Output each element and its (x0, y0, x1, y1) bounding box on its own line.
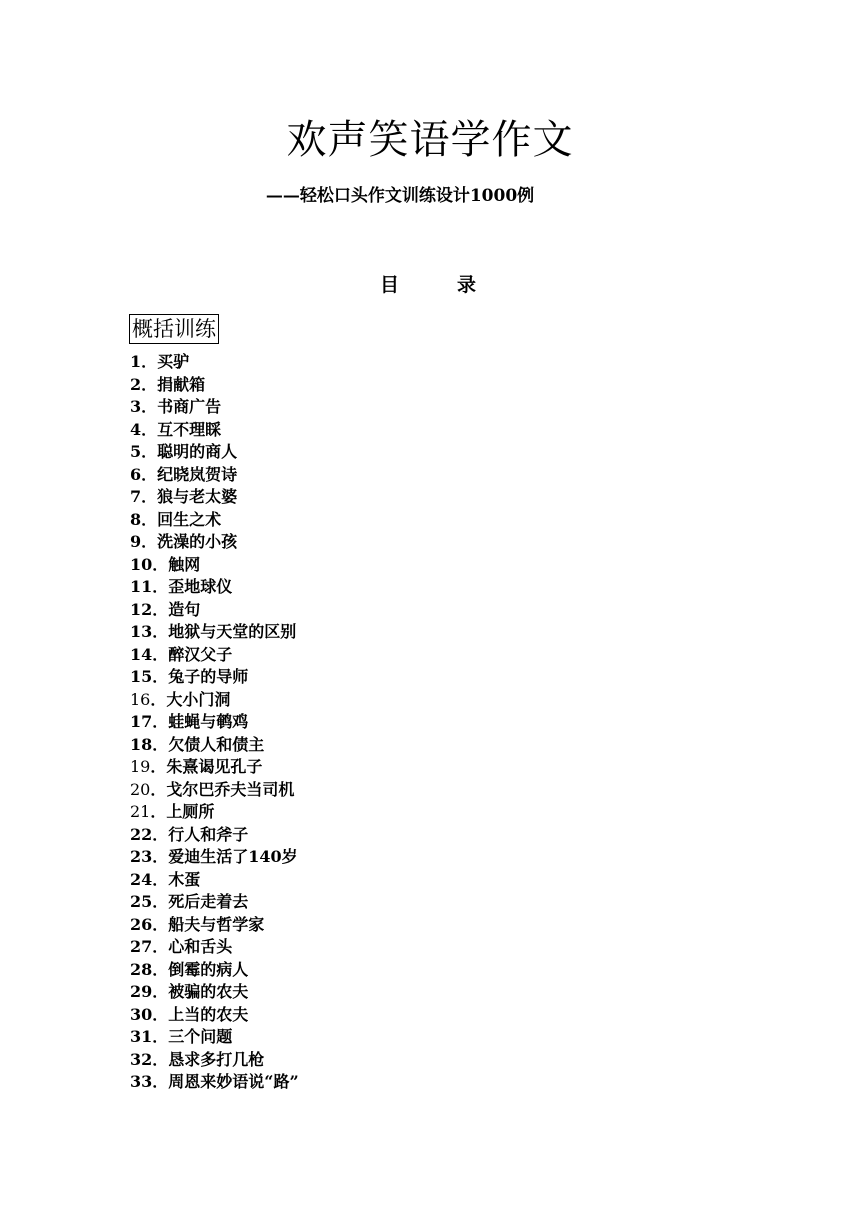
document-title: 欢声笑语学作文 (286, 117, 574, 163)
toc-item-separator: ． (152, 937, 169, 956)
toc-item-title: 回生之术 (157, 509, 222, 529)
toc-item-separator: ． (152, 734, 169, 754)
toc-item (130, 644, 299, 667)
toc-item (130, 531, 299, 554)
toc-item-separator: ． (152, 914, 169, 934)
toc-item-separator: ． (152, 622, 169, 641)
toc-item (130, 734, 299, 757)
toc-item-number: 9 (130, 532, 142, 551)
toc-item (130, 666, 299, 689)
toc-item-separator: ． (152, 1004, 169, 1024)
toc-item (130, 981, 299, 1004)
toc-item-number: 13 (130, 622, 153, 641)
toc-item-number: 23 (130, 847, 153, 866)
toc-item-title: 触网 (168, 554, 201, 574)
toc-item-number: 29 (130, 982, 153, 1001)
toc-item (130, 801, 299, 824)
toc-item-number: 28 (130, 959, 153, 979)
toc-item-number: 20 (130, 779, 151, 799)
toc-item-separator: ． (141, 487, 158, 506)
toc-item-title: 醉汉父子 (168, 644, 233, 664)
toc-item-number: 1 (130, 352, 142, 371)
toc-item (130, 396, 299, 419)
toc-item-title: 朱熹谒见孔子 (166, 757, 263, 776)
toc-item-number: 11 (130, 577, 153, 596)
toc-item-number: 4 (130, 419, 142, 439)
toc-item-title: 买驴 (157, 352, 190, 371)
toc-item-separator: ． (152, 644, 169, 664)
toc-item-number: 3 (130, 397, 142, 416)
toc-item (130, 869, 299, 892)
toc-item-title: 欠债人和债主 (168, 734, 265, 754)
toc-item (130, 576, 299, 599)
toc-item (130, 1071, 299, 1094)
toc-item-separator: ． (150, 689, 167, 709)
toc-item-number: 21 (130, 802, 151, 821)
toc-item-number: 6 (130, 464, 142, 484)
toc-item-title: 戈尔巴乔夫当司机 (166, 779, 295, 799)
toc-item-separator: ． (152, 577, 169, 596)
toc-item-number: 8 (130, 509, 142, 529)
toc-item-separator: ． (150, 779, 167, 799)
toc-item-separator: ． (141, 509, 158, 529)
toc-item-title: 狼与老太婆 (157, 487, 238, 506)
toc-item-title: 周恩来妙语说“路” (168, 1072, 299, 1091)
toc-item-number: 10 (130, 554, 153, 574)
toc-item-title: 爱迪生活了140岁 (168, 847, 298, 866)
toc-item-number: 32 (130, 1049, 153, 1069)
toc-item (130, 374, 299, 397)
toc-item-separator: ． (152, 1072, 169, 1091)
toc-item (130, 779, 299, 802)
toc-item-title: 造句 (168, 599, 201, 619)
toc-item-number: 19 (130, 757, 151, 776)
toc-item-separator: ． (150, 757, 167, 776)
toc-item-title: 死后走着去 (168, 892, 249, 911)
toc-item-separator: ． (152, 554, 169, 574)
toc-item-separator: ． (152, 599, 169, 619)
toc-item (130, 959, 299, 982)
toc-item-title: 地狱与天堂的区别 (168, 622, 297, 641)
toc-item-number: 16 (130, 689, 151, 709)
toc-item-title: 行人和斧子 (168, 824, 249, 844)
toc-item (130, 756, 299, 779)
toc-item-separator: ． (141, 532, 158, 551)
toc-item-separator: ． (152, 959, 169, 979)
toc-item-number: 17 (130, 712, 153, 731)
toc-item-title: 上当的农夫 (168, 1004, 249, 1024)
document-subtitle: ——轻松口头作文训练设计1000例 (265, 186, 535, 206)
toc-item-title: 蛙蝇与鹌鸡 (168, 712, 249, 731)
toc-item-number: 5 (130, 442, 142, 461)
toc-item (130, 891, 299, 914)
toc-item-separator: ． (141, 397, 158, 416)
toc-item-number: 24 (130, 869, 153, 889)
toc-item (130, 1049, 299, 1072)
toc-item-separator: ． (152, 1049, 169, 1069)
toc-item-separator: ． (152, 982, 169, 1001)
toc-heading-right: 录 (457, 274, 477, 296)
toc-item (130, 554, 299, 577)
toc-item-number: 18 (130, 734, 153, 754)
toc-item-title: 洗澡的小孩 (157, 532, 238, 551)
toc-item-title: 书商广告 (157, 397, 222, 416)
toc-item-separator: ． (141, 464, 158, 484)
toc-item-separator: ． (152, 869, 169, 889)
toc-item-title: 捐献箱 (157, 374, 206, 394)
toc-item (130, 351, 299, 374)
toc-item-title: 木蛋 (168, 869, 201, 889)
toc-item-number: 33 (130, 1072, 153, 1091)
toc-item-number: 7 (130, 487, 142, 506)
toc-item-number: 2 (130, 374, 142, 394)
toc-item-number: 27 (130, 937, 153, 956)
toc-item (130, 936, 299, 959)
toc-item (130, 464, 299, 487)
toc-item-number: 26 (130, 914, 153, 934)
toc-item-title: 纪晓岚贺诗 (157, 464, 238, 484)
toc-item-title: 上厕所 (166, 802, 215, 821)
toc-item-title: 聪明的商人 (157, 442, 238, 461)
toc-item (130, 509, 299, 532)
toc-item-title: 大小门洞 (166, 689, 231, 709)
toc-item (130, 689, 299, 712)
toc-item-separator: ． (141, 419, 158, 439)
toc-item-separator: ． (152, 847, 169, 866)
toc-item-separator: ． (152, 667, 169, 686)
toc-item (130, 914, 299, 937)
toc-item (130, 1004, 299, 1027)
toc-item-title: 互不理睬 (157, 419, 222, 439)
toc-item-separator: ． (141, 352, 158, 371)
toc-item-separator: ． (141, 374, 158, 394)
toc-item (130, 599, 299, 622)
toc-item (130, 846, 299, 869)
toc-item-title: 恳求多打几枪 (168, 1049, 265, 1069)
toc-item-title: 兔子的导师 (168, 667, 249, 686)
table-of-contents-heading (380, 272, 476, 298)
toc-item-title: 倒霉的病人 (168, 959, 249, 979)
toc-item-title: 被骗的农夫 (168, 982, 249, 1001)
toc-item-number: 31 (130, 1027, 153, 1046)
toc-item-separator: ． (150, 802, 167, 821)
toc-item-number: 30 (130, 1004, 153, 1024)
toc-item-title: 三个问题 (168, 1027, 233, 1046)
section-title: 概括训练 (129, 314, 219, 344)
toc-item (130, 419, 299, 442)
toc-item-separator: ． (152, 824, 169, 844)
toc-item-number: 25 (130, 892, 153, 911)
toc-item-separator: ． (141, 442, 158, 461)
toc-item-separator: ． (152, 892, 169, 911)
toc-heading-left: 目 (380, 274, 400, 296)
toc-item-title: 船夫与哲学家 (168, 914, 265, 934)
toc-item-title: 心和舌头 (168, 937, 233, 956)
toc-item-separator: ． (152, 1027, 169, 1046)
toc-list (130, 351, 299, 1094)
toc-item-number: 22 (130, 824, 153, 844)
toc-item (130, 824, 299, 847)
toc-item-number: 14 (130, 644, 153, 664)
toc-item-separator: ． (152, 712, 169, 731)
toc-item-number: 12 (130, 599, 153, 619)
toc-item (130, 441, 299, 464)
toc-item (130, 486, 299, 509)
toc-item-title: 歪地球仪 (168, 577, 233, 596)
toc-item (130, 1026, 299, 1049)
toc-item-number: 15 (130, 667, 153, 686)
toc-item (130, 711, 299, 734)
toc-item (130, 621, 299, 644)
